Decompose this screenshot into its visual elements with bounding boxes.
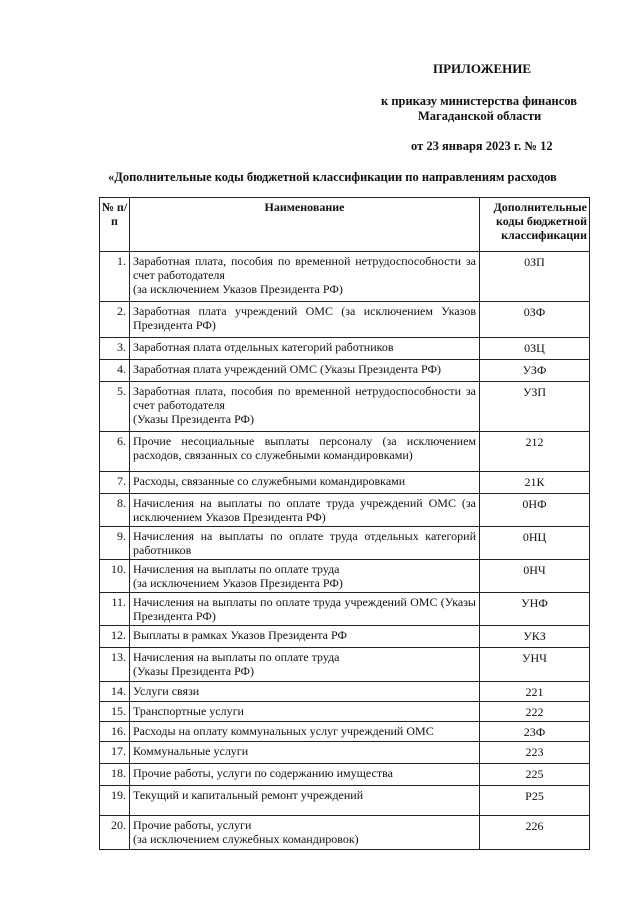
row-code: 0НЦ bbox=[480, 527, 590, 560]
row-name: Прочие работы, услуги (за исключением служебных командировок) bbox=[130, 816, 480, 850]
row-code: 226 bbox=[480, 816, 590, 850]
row-number: 15. bbox=[100, 702, 130, 722]
table-row bbox=[100, 722, 590, 742]
row-name: Коммунальные услуги bbox=[130, 742, 480, 764]
row-code: 212 bbox=[480, 432, 590, 472]
row-number: 9. bbox=[100, 527, 130, 560]
row-name: Расходы на оплату коммунальных услуг учреждений ОМС bbox=[130, 722, 480, 742]
column-header-number: № п/п bbox=[100, 198, 130, 252]
row-code: 221 bbox=[480, 682, 590, 702]
row-code: 0НФ bbox=[480, 494, 590, 527]
row-number: 6. bbox=[100, 432, 130, 472]
row-name: Заработная плата, пособия по временной нетрудоспособности за счет работодателя (Указы Президента РФ) bbox=[130, 382, 480, 432]
row-name: Услуги связи bbox=[130, 682, 480, 702]
table-row bbox=[100, 702, 590, 722]
row-name: Начисления на выплаты по оплате труда (Указы Президента РФ) bbox=[130, 648, 480, 682]
row-code: Р25 bbox=[480, 786, 590, 816]
row-code: 0ЗП bbox=[480, 252, 590, 302]
table-row bbox=[100, 648, 590, 682]
row-code: 0ЗЦ bbox=[480, 338, 590, 360]
row-number: 4. bbox=[100, 360, 130, 382]
table-row bbox=[100, 786, 590, 816]
row-name: Начисления на выплаты по оплате труда учреждений ОМС (Указы Президента РФ) bbox=[130, 593, 480, 626]
table-row bbox=[100, 252, 590, 302]
row-number: 7. bbox=[100, 472, 130, 494]
table-row bbox=[100, 494, 590, 527]
row-name: Транспортные услуги bbox=[130, 702, 480, 722]
row-name: Текущий и капитальный ремонт учреждений bbox=[130, 786, 480, 816]
table-header-row bbox=[100, 198, 590, 252]
table-row bbox=[100, 360, 590, 382]
row-number: 2. bbox=[100, 302, 130, 338]
row-number: 11. bbox=[100, 593, 130, 626]
row-name: Начисления на выплаты по оплате труда учреждений ОМС (за исключением Указов Президента РФ) bbox=[130, 494, 480, 527]
row-number: 10. bbox=[100, 560, 130, 593]
row-name: Прочие несоциальные выплаты персоналу (за исключением расходов, связанных со служебными командировками) bbox=[130, 432, 480, 472]
order-date-number: от 23 января 2023 г. № 12 bbox=[411, 139, 553, 153]
row-number: 3. bbox=[100, 338, 130, 360]
row-code: УЗП bbox=[480, 382, 590, 432]
table-row bbox=[100, 560, 590, 593]
row-code: 0НЧ bbox=[480, 560, 590, 593]
row-name: Выплаты в рамках Указов Президента РФ bbox=[130, 626, 480, 648]
row-code: 21К bbox=[480, 472, 590, 494]
row-number: 20. bbox=[100, 816, 130, 850]
row-code: УЗФ bbox=[480, 360, 590, 382]
row-code: 223 bbox=[480, 742, 590, 764]
table-row bbox=[100, 816, 590, 850]
row-name: Расходы, связанные со служебными командировками bbox=[130, 472, 480, 494]
row-code: УНФ bbox=[480, 593, 590, 626]
table-row bbox=[100, 682, 590, 702]
table-row bbox=[100, 742, 590, 764]
appendix-title: ПРИЛОЖЕНИЕ bbox=[433, 61, 532, 76]
row-number: 16. bbox=[100, 722, 130, 742]
order-reference-line1: к приказу министерства финансов bbox=[381, 94, 577, 108]
row-name: Начисления на выплаты по оплате труда отдельных категорий работников bbox=[130, 527, 480, 560]
table-row bbox=[100, 626, 590, 648]
row-code: УКЗ bbox=[480, 626, 590, 648]
column-header-name: Наименование bbox=[130, 198, 480, 252]
row-code: 222 bbox=[480, 702, 590, 722]
row-number: 14. bbox=[100, 682, 130, 702]
row-name: Заработная плата учреждений ОМС (Указы Президента РФ) bbox=[130, 360, 480, 382]
row-number: 19. bbox=[100, 786, 130, 816]
row-code: 23Ф bbox=[480, 722, 590, 742]
row-number: 13. bbox=[100, 648, 130, 682]
row-code: 225 bbox=[480, 764, 590, 786]
row-name: Прочие работы, услуги по содержанию имущества bbox=[130, 764, 480, 786]
document-caption: «Дополнительные коды бюджетной классификации по направлениям расходов bbox=[108, 170, 557, 184]
table-row bbox=[100, 432, 590, 472]
budget-codes-table bbox=[99, 197, 590, 850]
row-name: Заработная плата, пособия по временной нетрудоспособности за счет работодателя (за исключением Указов Президента РФ) bbox=[130, 252, 480, 302]
row-number: 18. bbox=[100, 764, 130, 786]
row-number: 12. bbox=[100, 626, 130, 648]
table-row bbox=[100, 382, 590, 432]
table-row bbox=[100, 302, 590, 338]
row-number: 1. bbox=[100, 252, 130, 302]
row-name: Начисления на выплаты по оплате труда (за исключением Указов Президента РФ) bbox=[130, 560, 480, 593]
row-name: Заработная плата учреждений ОМС (за исключением Указов Президента РФ) bbox=[130, 302, 480, 338]
row-number: 5. bbox=[100, 382, 130, 432]
column-header-code: Дополнительные коды бюджетной классификации bbox=[480, 198, 590, 252]
table-row bbox=[100, 593, 590, 626]
table-row bbox=[100, 338, 590, 360]
table-row bbox=[100, 472, 590, 494]
row-number: 17. bbox=[100, 742, 130, 764]
row-number: 8. bbox=[100, 494, 130, 527]
order-reference-line2: Магаданской области bbox=[418, 109, 542, 123]
row-code: 0ЗФ bbox=[480, 302, 590, 338]
table-row bbox=[100, 764, 590, 786]
row-name: Заработная плата отдельных категорий работников bbox=[130, 338, 480, 360]
row-code: УНЧ bbox=[480, 648, 590, 682]
table-row bbox=[100, 527, 590, 560]
